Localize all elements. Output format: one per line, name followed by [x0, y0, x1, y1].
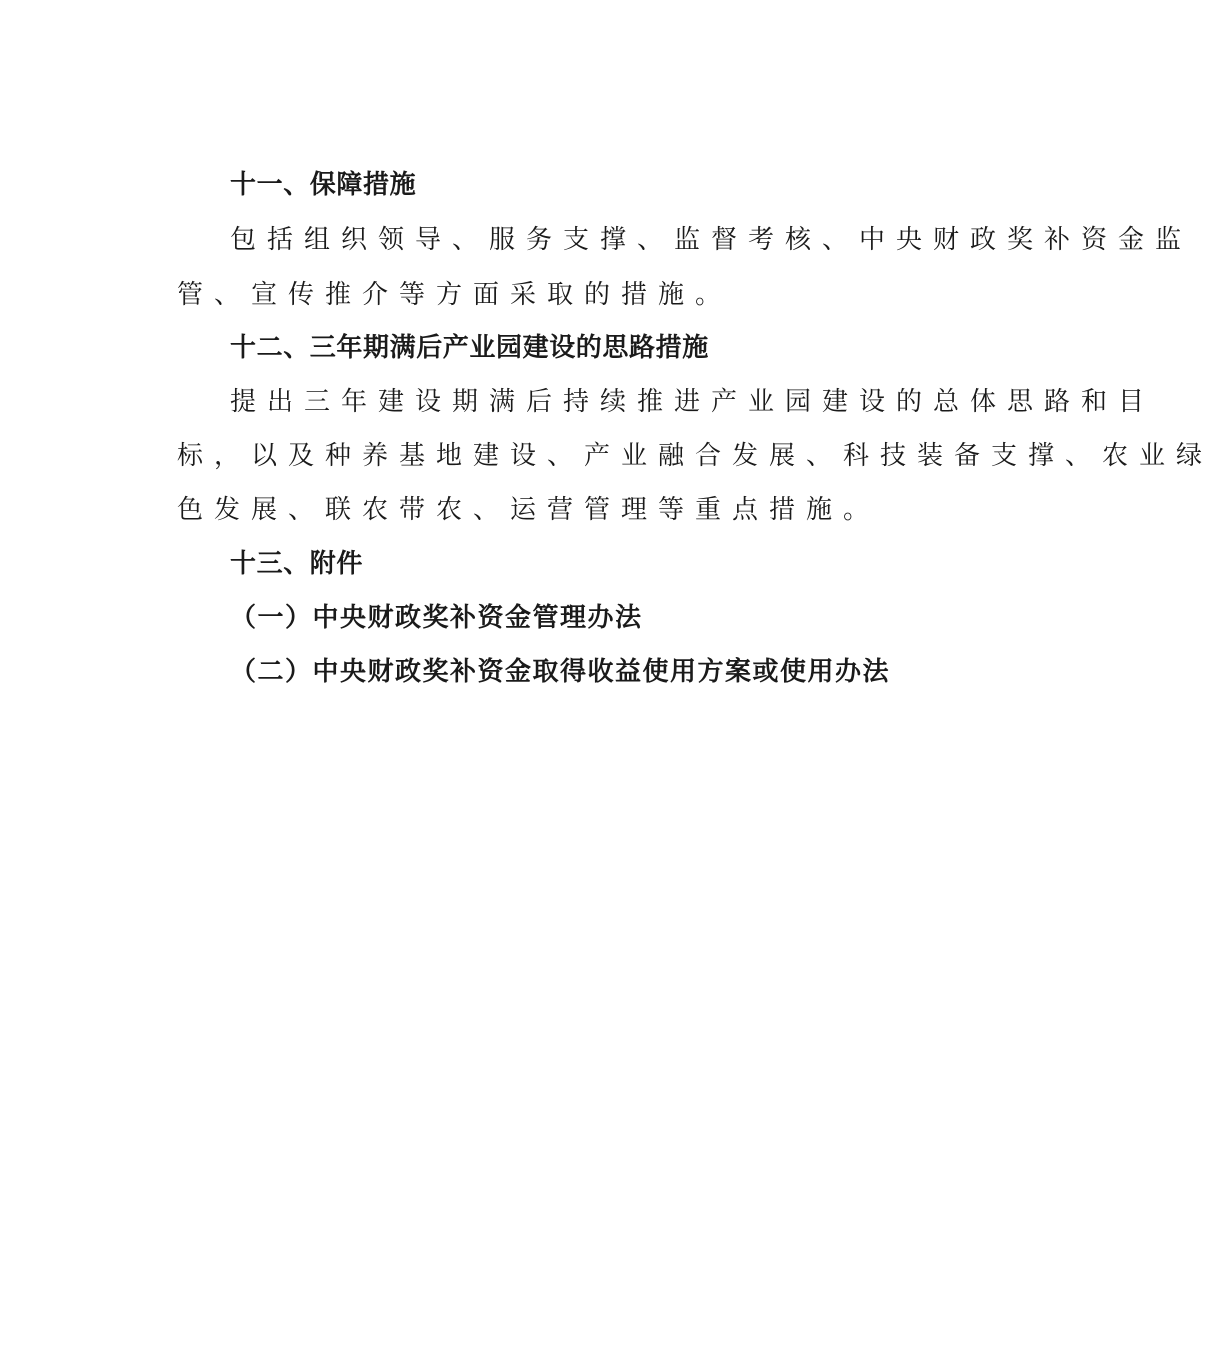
- section-12-body-line-2: 标，以及种养基地建设、产业融合发展、科技装备支撑、农业绿: [177, 441, 1213, 471]
- section-heading-13: 十三、附件: [230, 549, 364, 579]
- section-11-body-line-1: 包括组织领导、服务支撑、监督考核、中央财政奖补资金监: [230, 225, 1193, 255]
- section-11-body-line-2: 管、宣传推介等方面采取的措施。: [177, 280, 733, 310]
- section-12-body-line-3: 色发展、联农带农、运营管理等重点措施。: [177, 495, 881, 525]
- section-12-body-line-1: 提出三年建设期满后持续推进产业园建设的总体思路和目: [230, 387, 1156, 417]
- annex-item-1: （一）中央财政奖补资金管理办法: [230, 603, 643, 633]
- annex-item-2: （二）中央财政奖补资金取得收益使用方案或使用办法: [230, 657, 891, 687]
- section-heading-12: 十二、三年期满后产业园建设的思路措施: [230, 333, 709, 363]
- section-heading-11: 十一、保障措施: [230, 170, 417, 200]
